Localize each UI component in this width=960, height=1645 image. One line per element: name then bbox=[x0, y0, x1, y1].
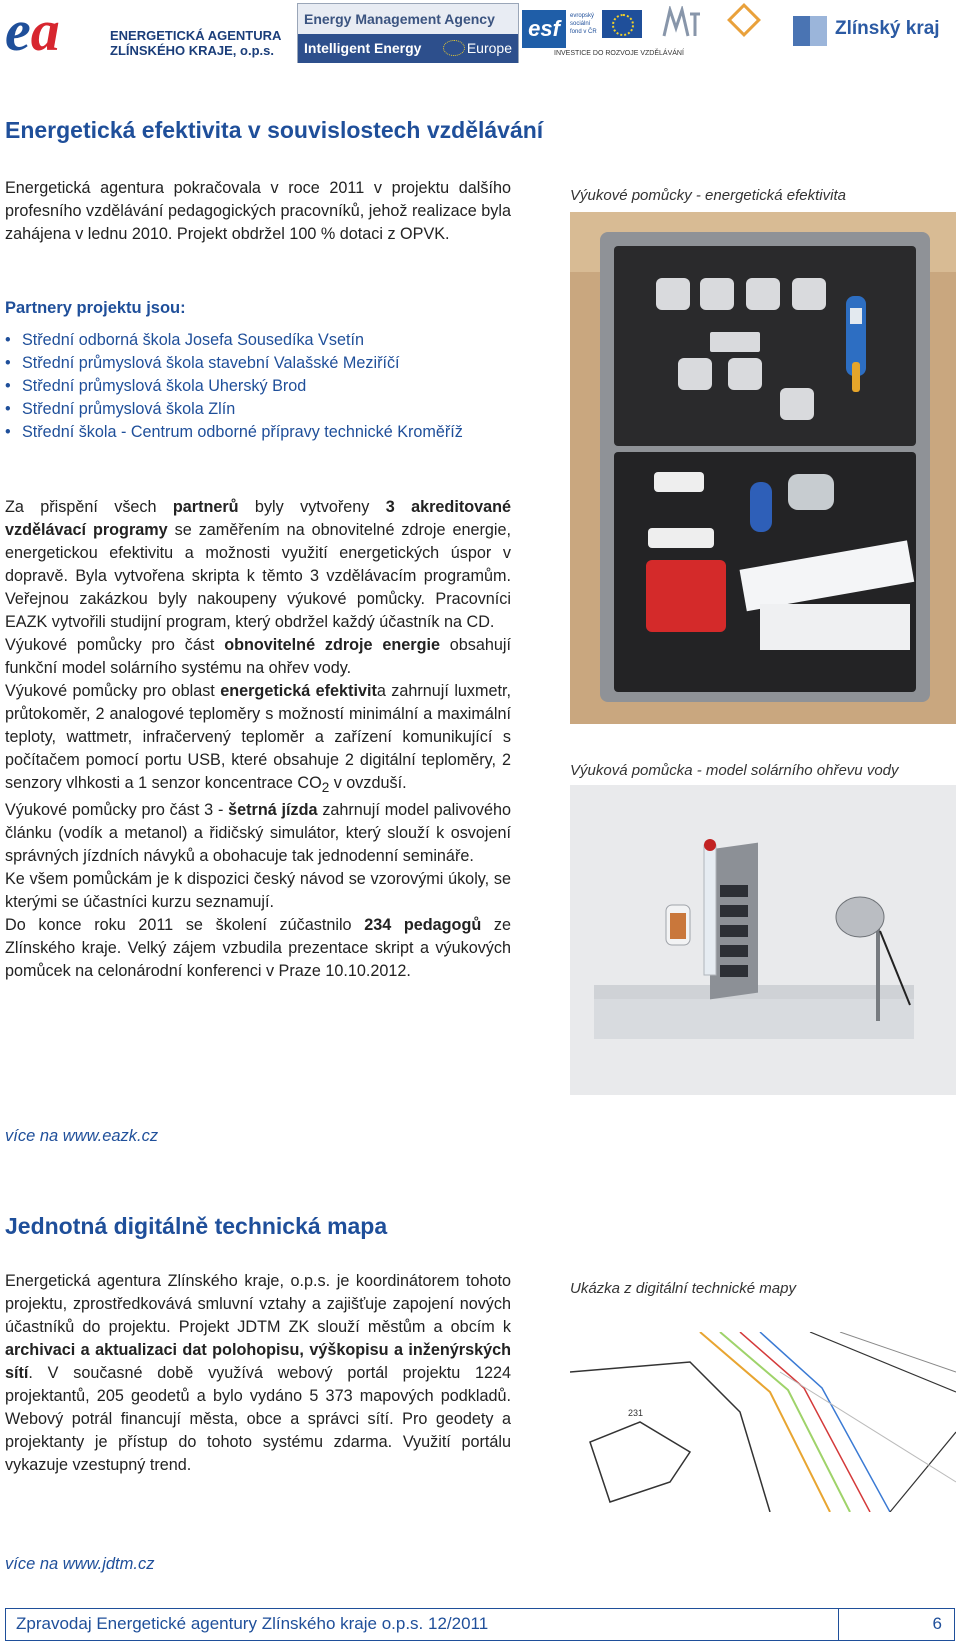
project-description bbox=[5, 496, 511, 983]
text-run: Za přispění všech bbox=[5, 498, 173, 516]
text-run: Výukové pomůcky pro část 3 - bbox=[5, 801, 229, 820]
photo-teaching-aids-case bbox=[570, 212, 956, 724]
partner-item: • Střední průmyslová škola Zlín bbox=[5, 398, 505, 421]
figure-caption-solar-model: Výuková pomůcka - model solárního ohřevu vody bbox=[570, 762, 899, 779]
text-run: Energetická agentura Zlínského kraje, o.p.s. je koordinátorem tohoto projektu, zprostředkovává smluvní vztahy a zajišťuje zapojení nových účastníků do projektu. Projekt JDTM ZK slouží městům a obcím k bbox=[5, 1272, 511, 1336]
text-run: ze Zlínského kraje. Velký zájem vzbudila prezentace skript a výukových pomůcek na celonárodní konferenci v Praze 10.10.2012. bbox=[5, 916, 511, 981]
text-run-subscript: 2 bbox=[321, 780, 330, 796]
map-parcel-label: 231 bbox=[628, 1408, 644, 1418]
text-run: zahrnují model palivového článku (vodík a metanol) a řidičský simulátor, který slouží k osvojení správných jízdních návyků a obohacuje tak jednodenní semináře. bbox=[5, 801, 511, 866]
text-run: Výukové pomůcky pro oblast bbox=[5, 682, 221, 700]
region-logo bbox=[793, 14, 958, 54]
partner-caption: INVESTICE DO ROZVOJE VZDĚLÁVÁNÍ bbox=[554, 50, 684, 57]
partner-item: • Střední průmyslová škola Uherský Brod bbox=[5, 375, 505, 398]
figure-caption-digital-map: Ukázka z digitální technické mapy bbox=[570, 1280, 796, 1297]
ema-title: Energy Management Agency bbox=[298, 4, 518, 34]
text-run-bold: 234 pedagogů bbox=[364, 916, 482, 935]
partner-item: • Střední průmyslová škola stavební Valašské Meziříčí bbox=[5, 352, 505, 375]
ema-logo bbox=[297, 3, 519, 63]
esf-logo: esf bbox=[522, 10, 566, 48]
eu-stars-icon bbox=[443, 40, 465, 56]
region-name: Zlínský kraj bbox=[835, 18, 940, 39]
text-run: byly vytvořeny bbox=[238, 498, 386, 516]
footer-divider bbox=[838, 1609, 839, 1640]
text-run-bold: 3 akreditované vzdělávací programy bbox=[5, 498, 511, 539]
paragraph-driving bbox=[5, 799, 511, 868]
opvk-logo-icon bbox=[727, 3, 761, 37]
intelligent-energy-bar bbox=[298, 34, 518, 63]
paragraph-renewables bbox=[5, 634, 511, 680]
page-header bbox=[0, 0, 960, 70]
link-eazk[interactable]: více na www.eazk.cz bbox=[5, 1127, 159, 1145]
paragraph-efficiency bbox=[5, 680, 511, 799]
eu-flag-icon bbox=[602, 10, 642, 38]
intelligent-energy-label: Intelligent Energy bbox=[304, 40, 422, 56]
section-title-energy-efficiency: Energetická efektivita v souvislostech vzdělávání bbox=[5, 117, 544, 143]
region-logo-icon bbox=[793, 16, 827, 46]
esf-text: evropský sociální fond v ČR bbox=[570, 13, 597, 35]
partners-heading: Partnery projektu jsou: bbox=[5, 299, 186, 317]
paragraph-results bbox=[5, 914, 511, 983]
ea-logo-mark: ea bbox=[5, 0, 60, 63]
section-title-digital-map: Jednotná digitálně technická mapa bbox=[5, 1213, 388, 1239]
msmt-logo-icon bbox=[662, 6, 702, 40]
text-run-bold: energetická efektivit bbox=[220, 682, 377, 700]
photo-solar-model bbox=[570, 785, 956, 1095]
partner-item: • Střední škola - Centrum odborné přípravy technické Kroměříž bbox=[5, 421, 505, 444]
figure-caption-teaching-aids: Výukové pomůcky - energetická efektivita bbox=[570, 187, 846, 204]
text-run: a zahrnují luxmetr, průtokoměr, 2 analogové teploměry s možností minimální a maximální teploty, wattmetr, infračervený teploměr a zařízení komunikující s počítačem pomocí portu USB, které obsahuje 2 digitální teploměry, 2 senzory vlhkosti a 1 senzor koncentrace CO bbox=[5, 682, 511, 792]
text-run-bold: partnerů bbox=[172, 498, 239, 516]
agency-name-line1: ENERGETICKÁ AGENTURA bbox=[110, 28, 282, 43]
footer-title: Zpravodaj Energetické agentury Zlínského kraje o.p.s. 12/2011 bbox=[16, 1614, 489, 1633]
text-run: Výukové pomůcky pro část bbox=[5, 636, 225, 654]
text-run: se zaměřením na obnovitelné zdroje energie, energetickou efektivitu a možnosti využití energetických úspor v dopravě. Byla vytvořena skripta k těmto 3 vzdělávacím programům. Veřejnou zakázkou byly nakoupeny výukové pomůcky. Pracovníci EAZK vytvořili studijní program, který obdržel každý účastník na CD. bbox=[5, 521, 511, 631]
agency-logo bbox=[5, 2, 305, 62]
agency-name bbox=[110, 28, 281, 58]
paragraph-manual: Ke všem pomůckám je k dispozici český návod se vzorovými úkoly, se kterými se účastníci kurzu seznamují. bbox=[5, 870, 511, 912]
text-run: Do konce roku 2011 se školení zúčastnilo bbox=[5, 916, 365, 935]
text-run-bold: obnovitelné zdroje energie bbox=[224, 636, 440, 654]
digital-map-paragraph bbox=[5, 1270, 511, 1477]
europe-label: Europe bbox=[466, 40, 512, 56]
page-footer bbox=[5, 1608, 955, 1641]
intro-paragraph: Energetická agentura pokračovala v roce 2011 v projektu dalšího profesního vzdělávání pedagogických pracovníků, jehož realizace byla zahájena v lednu 2010. Projekt obdržel 100 % dotaci z OPVK. bbox=[5, 179, 511, 243]
partner-item: • Střední odborná škola Josefa Sousedíka Vsetín bbox=[5, 329, 505, 352]
text-run: v ovzduší. bbox=[329, 774, 407, 792]
link-jdtm[interactable]: více na www.jdtm.cz bbox=[5, 1555, 155, 1573]
image-digital-map bbox=[570, 1332, 956, 1512]
partners-list bbox=[5, 329, 505, 444]
agency-name-line2: ZLÍNSKÉHO KRAJE, o.p.s. bbox=[110, 43, 274, 58]
text-run-bold: šetrná jízda bbox=[228, 801, 318, 820]
text-run: obsahují funkční model solárního systému na ohřev vody. bbox=[5, 636, 511, 677]
text-run-bold: archivaci a aktualizaci dat polohopisu, výškopisu a inženýrských sítí bbox=[5, 1341, 511, 1382]
paragraph-programs bbox=[5, 496, 511, 634]
partner-logos bbox=[522, 4, 780, 64]
page-number: 6 bbox=[932, 1614, 942, 1633]
text-run: . V současné době využívá webový portál projektu 1224 projektantů, 205 geodetů a bylo vydáno 5 373 mapových podkladů. Webový potrál financují města, obce a správci sítí. Pro geodety a projektanty je přístup do tohoto systému zdarma. Využití portálu vykazuje vzestupný trend. bbox=[5, 1364, 511, 1474]
